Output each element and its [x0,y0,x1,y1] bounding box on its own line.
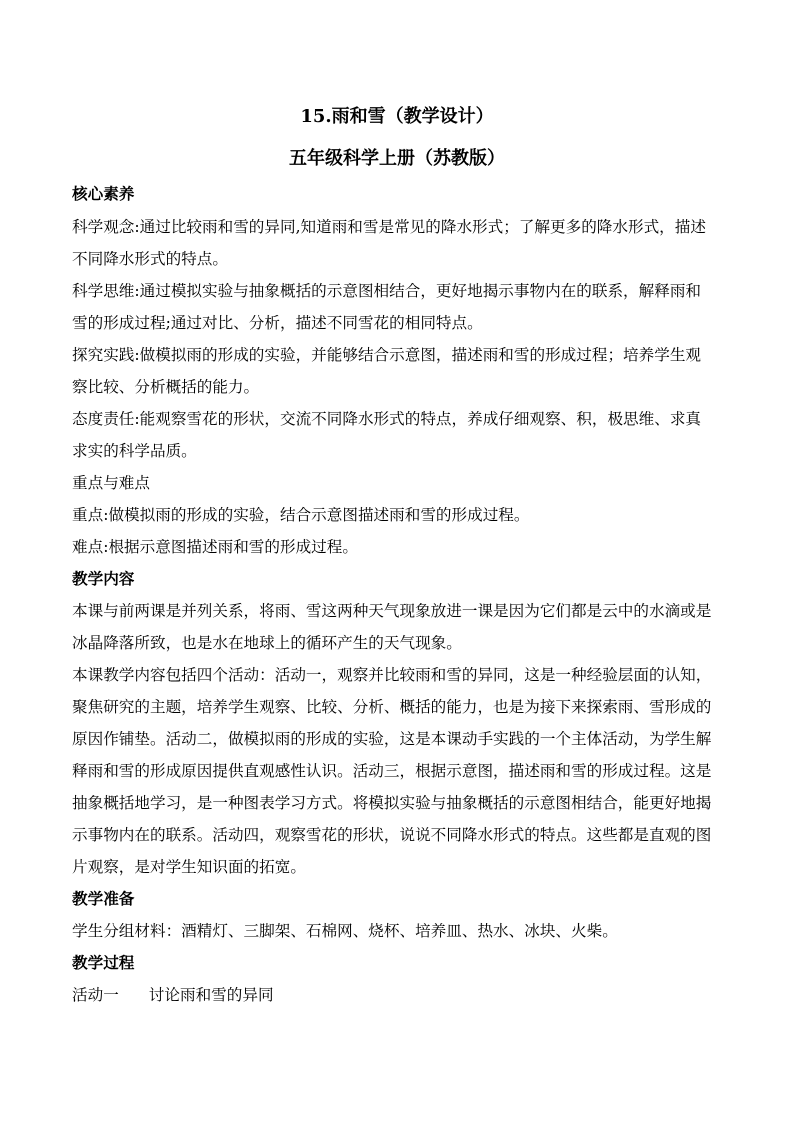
section-heading-process: 教学过程 [72,953,135,972]
paragraph-line: 雪的形成过程;通过对比、分析，描述不同雪花的相同特点。 [72,314,483,332]
activity-label: 活动一 [72,986,119,1004]
paragraph-line: 片观察，是对学生知识面的拓宽。 [72,858,306,876]
paragraph-line: 本课与前两课是并列关系，将雨、雪这两种天气现象放进一课是因为它们都是云中的水滴或是 [72,602,712,620]
document-subtitle: 五年级科学上册（苏教版） [289,148,505,169]
paragraph-line: 聚焦研究的主题，培养学生观察、比较、分析、概括的能力，也是为接下来探索雨、雪形成的 [72,698,712,716]
paragraph-line: 重点:做模拟雨的形成的实验，结合示意图描述雨和雪的形成过程。 [72,506,530,524]
document-title: 15.雨和雪（教学设计） [300,106,494,127]
paragraph-line: 示事物内在的联系。活动四，观察雪花的形状，说说不同降水形式的特点。这些都是直观的图 [72,826,712,844]
section-heading-content: 教学内容 [72,569,135,588]
paragraph-line: 探究实践:做模拟雨的形成的实验，并能够结合示意图，描述雨和雪的形成过程；培养学生观 [72,346,702,364]
activity-line [72,985,274,1005]
paragraph-line: 本课教学内容包括四个活动：活动一，观察并比较雨和雪的异同，这是一种经验层面的认知， [72,666,712,684]
paragraph-line: 求实的科学品质。 [72,442,197,460]
paragraph-line: 难点:根据示意图描述雨和雪的形成过程。 [72,538,358,556]
paragraph-line: 科学思维:通过模拟实验与抽象概括的示意图相结合，更好地揭示事物内在的联系，解释雨和 [72,282,702,300]
paragraph-line: 学生分组材料：酒精灯、三脚架、石棉网、烧杯、培养皿、热水、冰块、火柴。 [72,922,618,940]
section-heading-key-points: 重点与难点 [72,474,150,492]
paragraph-line: 释雨和雪的形成原因提供直观感性认识。活动三，根据示意图，描述雨和雪的形成过程。这是 [72,762,712,780]
section-heading-preparation: 教学准备 [72,889,135,908]
paragraph-line: 原因作铺垫。活动二，做模拟雨的形成的实验，这是本课动手实践的一个主体活动，为学生解 [72,730,712,748]
paragraph-line: 态度责任:能观察雪花的形状，交流不同降水形式的特点，养成仔细观察、积，极思维、求真 [72,410,702,428]
activity-title: 讨论雨和雪的异同 [148,986,274,1004]
section-heading-core-literacy: 核心素养 [72,184,135,203]
paragraph-line: 不同降水形式的特点。 [72,250,228,268]
paragraph-line: 科学观念:通过比较雨和雪的异同,知道雨和雪是常见的降水形式；了解更多的降水形式，描述 [72,218,706,236]
paragraph-line: 抽象概括地学习，是一种图表学习方式。将模拟实验与抽象概括的示意图相结合，能更好地揭 [72,794,712,812]
paragraph-line: 察比较、分析概括的能力。 [72,378,260,396]
paragraph-line: 冰晶降落所致，也是水在地球上的循环产生的天气现象。 [72,634,462,652]
